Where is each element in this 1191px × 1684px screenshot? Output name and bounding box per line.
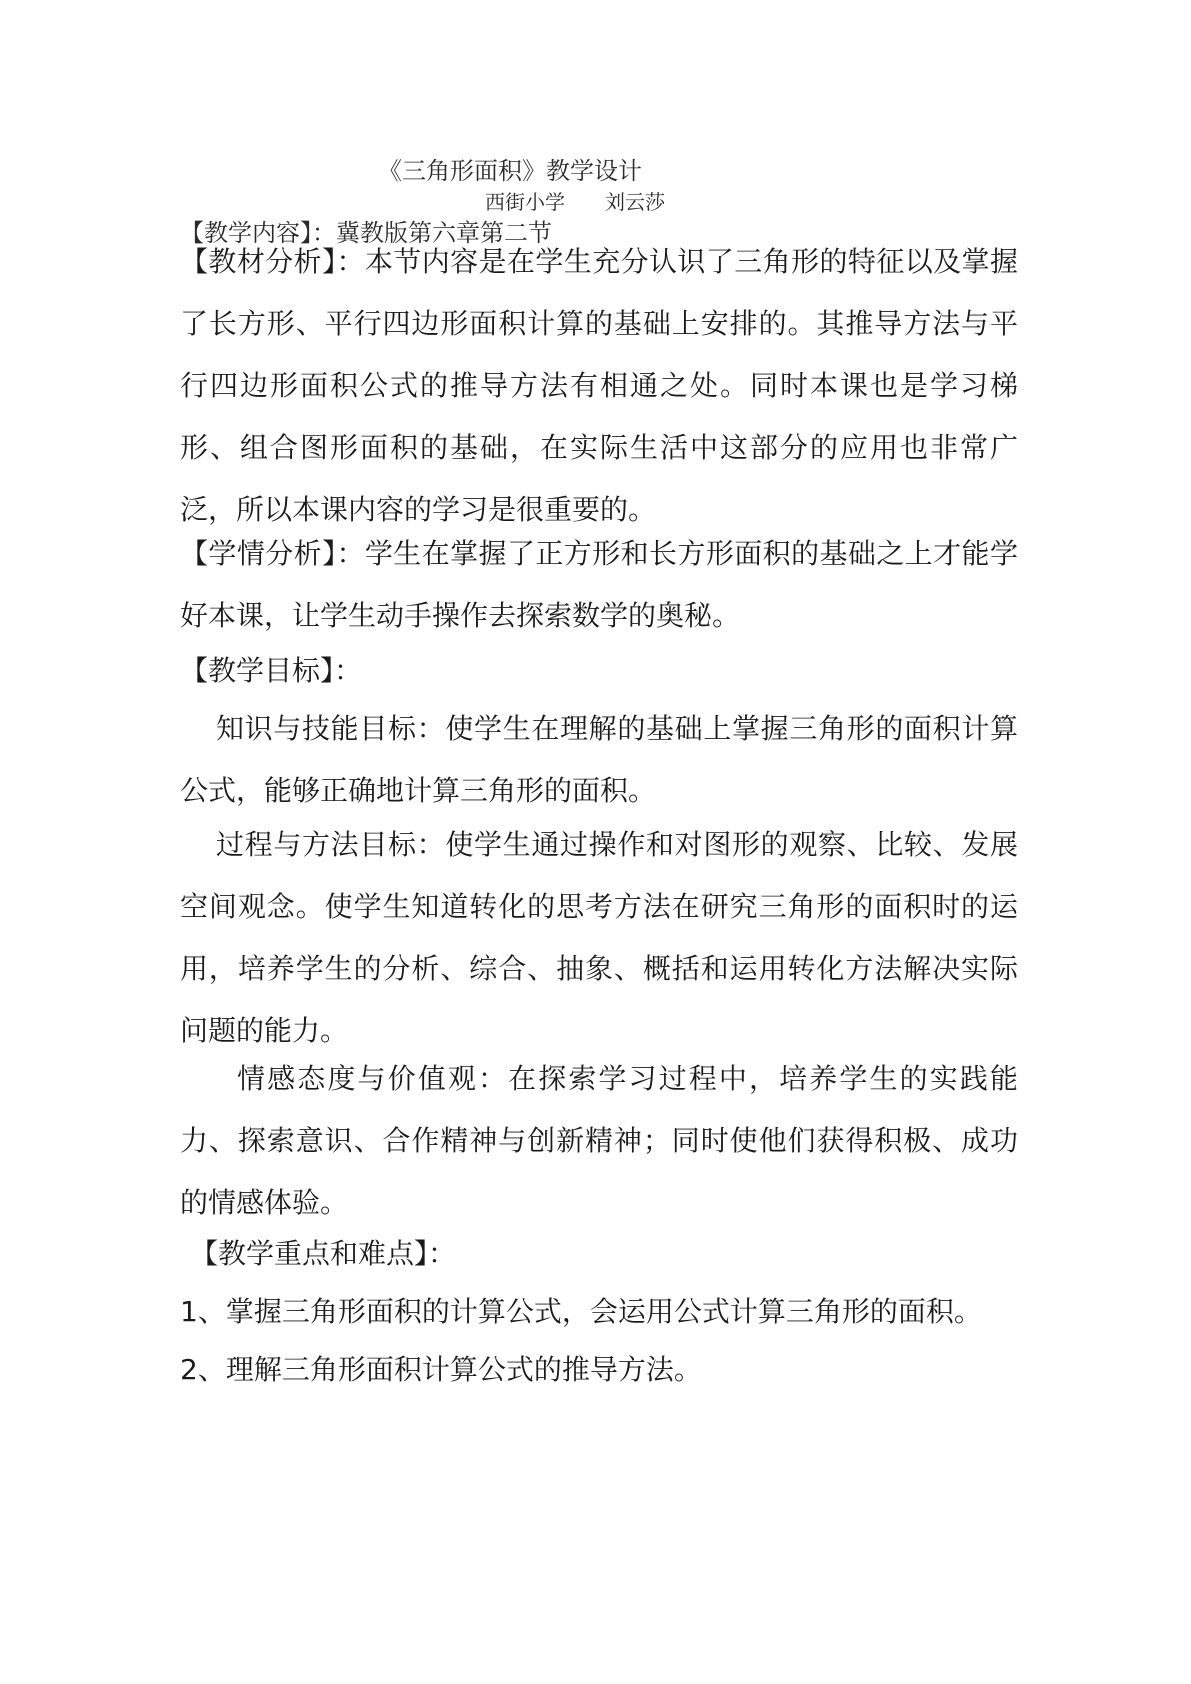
student-analysis-label: 【学情分析】： [180, 537, 365, 570]
teaching-content-label: 【教学内容】： [180, 219, 336, 247]
author-line [485, 189, 665, 215]
keypoints-heading: 【教学重点和难点】： [190, 1237, 457, 1270]
textbook-analysis-label: 【教材分析】： [180, 245, 365, 278]
teaching-goals-heading: 【教学目标】： [180, 654, 363, 687]
keypoint-item-2: 2、理解三角形面积计算公式的推导方法。 [180, 1353, 702, 1386]
author-name: 刘云莎 [605, 190, 665, 214]
goal-knowledge-paragraph: 知识与技能目标：使学生在理解的基础上掌握三角形的面积计算公式，能够正确地计算三角形的面积。 [180, 712, 1018, 807]
textbook-analysis-paragraph [180, 231, 1018, 541]
goal-process-paragraph: 过程与方法目标：使学生通过操作和对图形的观察、比较、发展空间观念。使学生知道转化的思考方法在研究三角形的面积时的运用，培养学生的分析、综合、抽象、概括和运用转化方法解决实际问题的能力。 [180, 828, 1018, 1047]
teaching-content-value: 冀教版第六章第二节 [336, 219, 552, 247]
document-title: 《三角形面积》教学设计 [378, 157, 642, 185]
keypoint-item-1: 1、掌握三角形面积的计算公式，会运用公式计算三角形的面积。 [180, 1295, 982, 1328]
textbook-analysis-text: 本节内容是在学生充分认识了三角形的特征以及掌握了长方形、平行四边形面积计算的基础上安排的。其推导方法与平行四边形面积公式的推导方法有相通之处。同时本课也是学习梯形、组合图形面积的基础，在实际生活中这部分的应用也非常广泛，所以本课内容的学习是很重要的。 [180, 245, 1018, 526]
goal-emotion-paragraph: 情感态度与价值观：在探索学习过程中，培养学生的实践能力、探索意识、合作精神与创新精神；同时使他们获得积极、成功的情感体验。 [180, 1062, 1018, 1219]
author-school: 西街小学 [485, 190, 565, 214]
student-analysis-paragraph [180, 523, 1018, 647]
student-analysis-text: 学生在掌握了正方形和长方形面积的基础之上才能学好本课，让学生动手操作去探索数学的奥秘。 [180, 537, 1018, 632]
